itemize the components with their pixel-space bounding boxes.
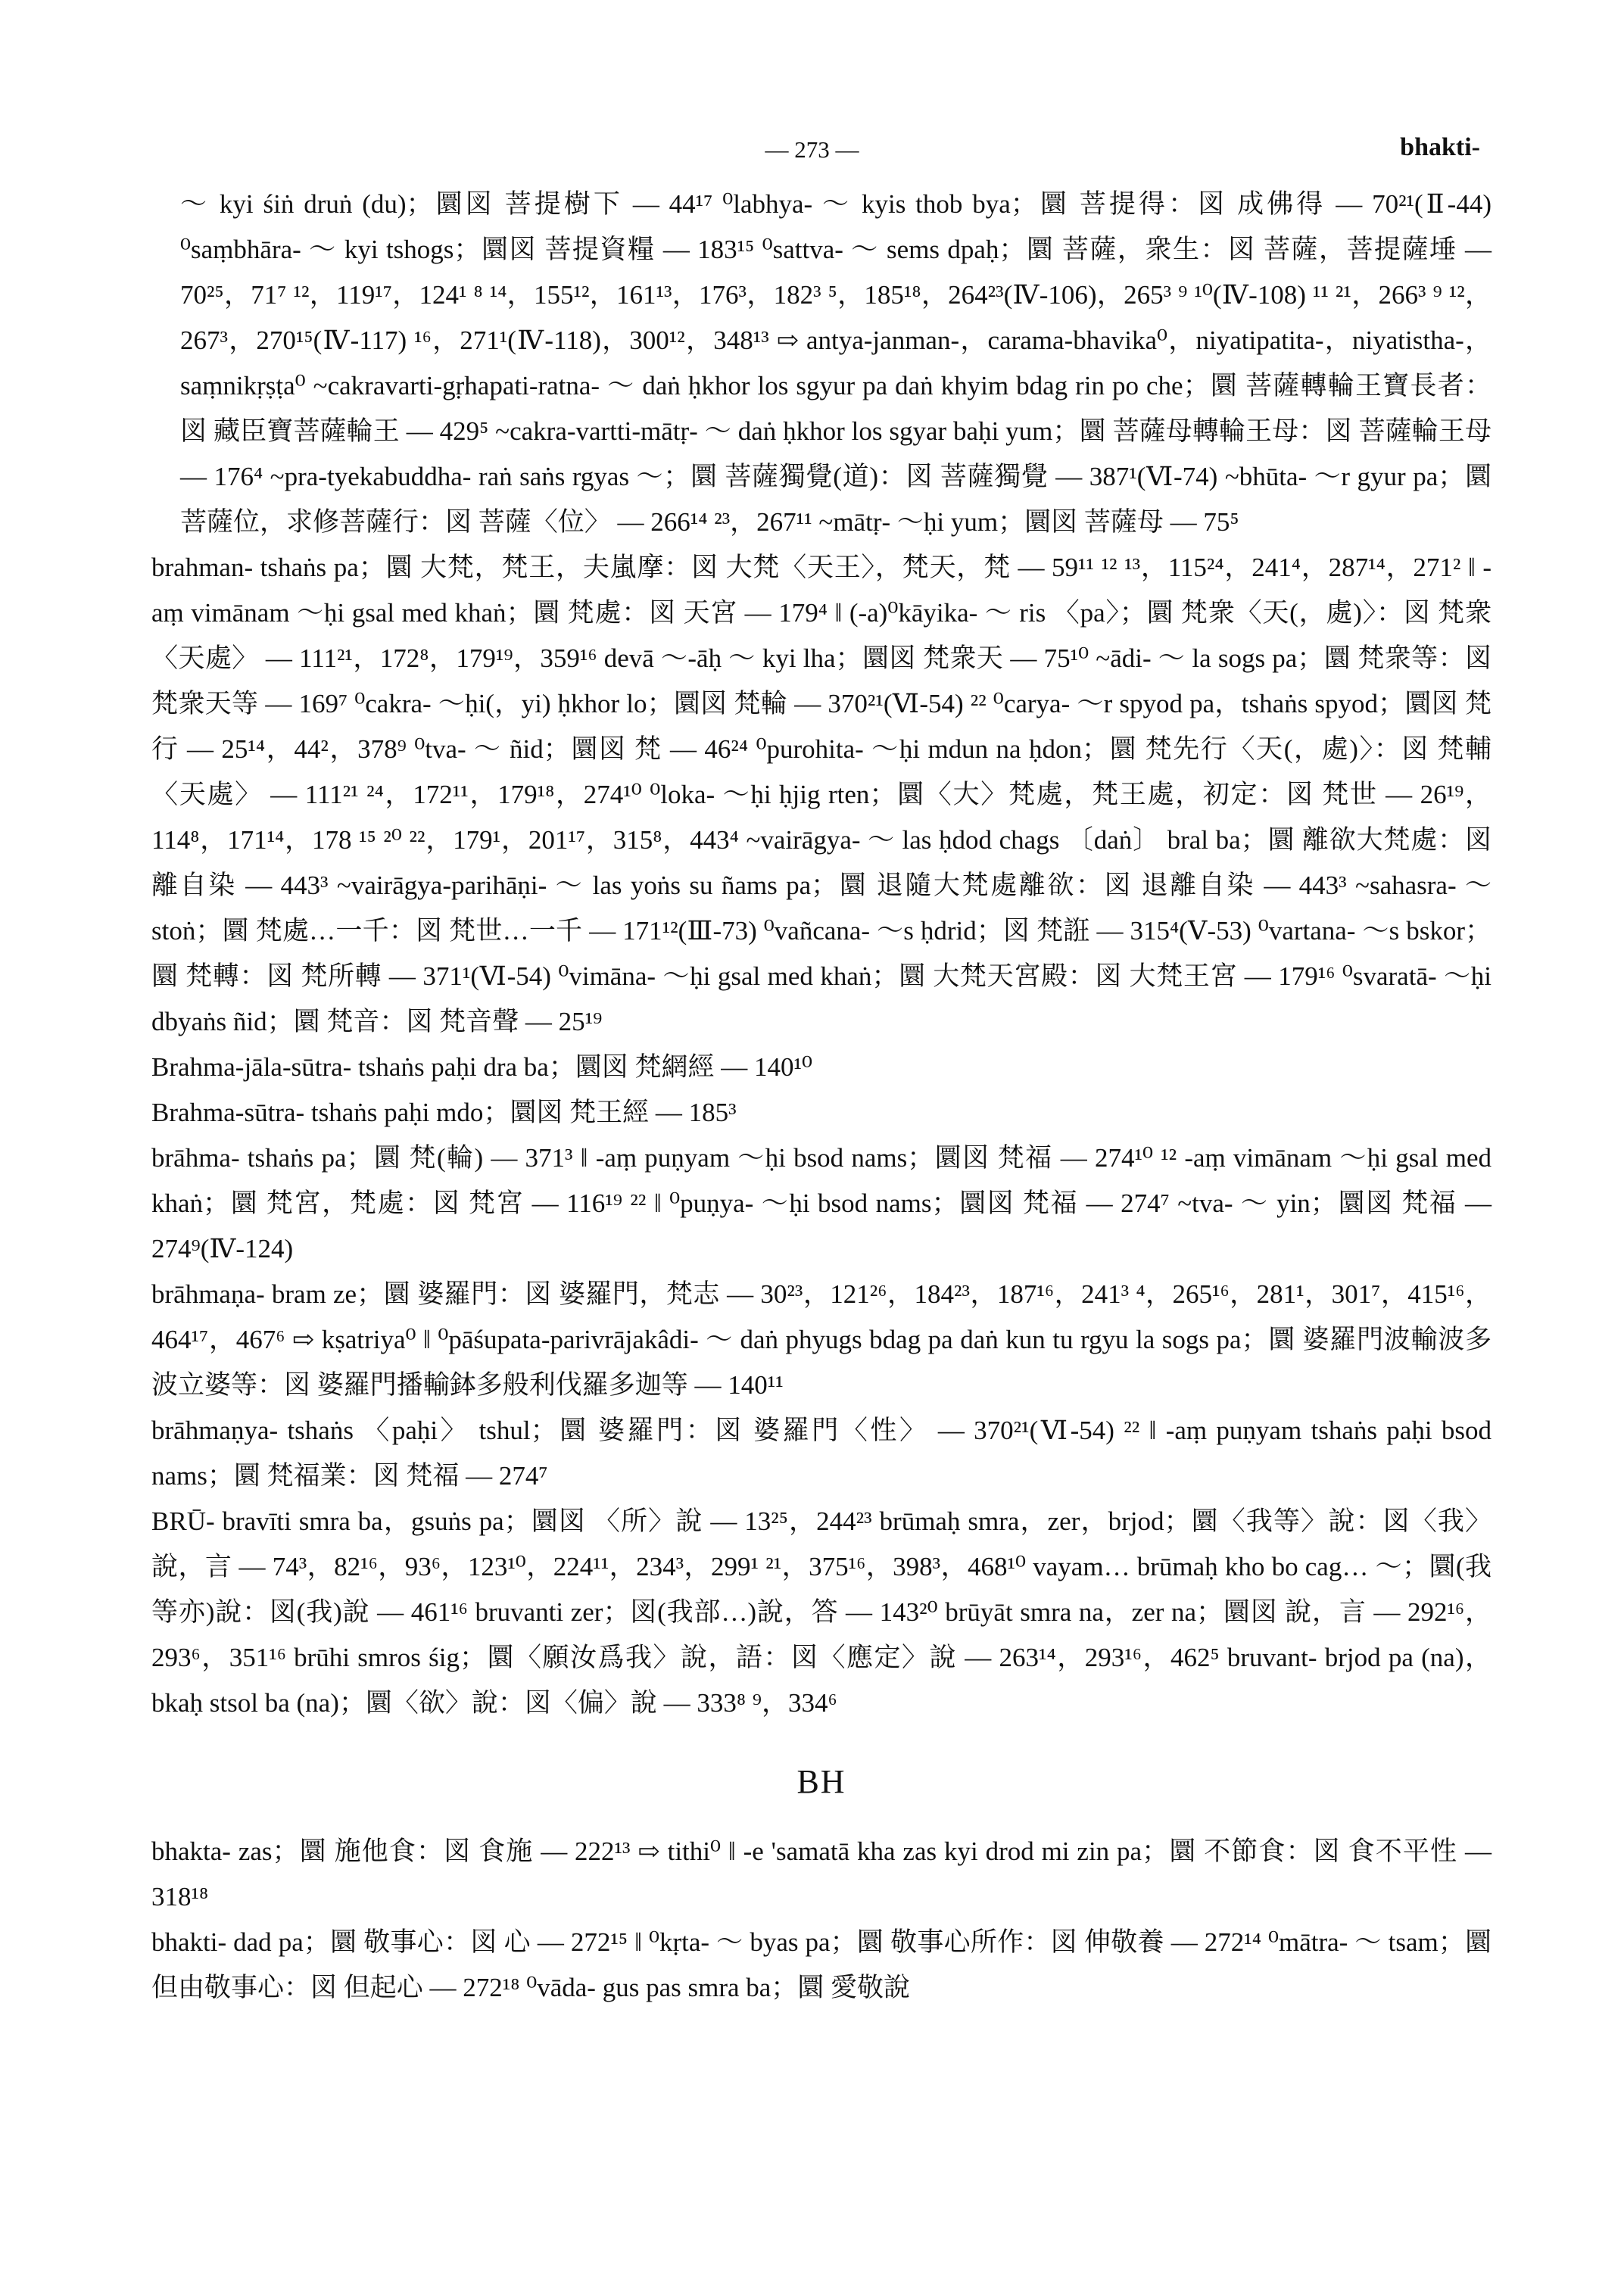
entry-brahma-sutra: Brahma-sūtra- tshaṅs paḥi mdo；圜図 梵王經 — 185³	[151, 1098, 737, 1127]
running-head: bhakti-	[1400, 133, 1480, 161]
entry-brahman: brahman- tshaṅs pa；圜 大梵，梵王，夫嵐摩：図 大梵〈天王〉，梵天，梵 — 59¹¹ ¹² ¹³，115²⁴，241⁴，287¹⁴，271² ‖ -aṃ vimānam ～ḥi gsal med khaṅ；圜 梵處：図 天宮 — 179⁴ ‖ (-a)⁰kāyika- ～ ris 〈pa〉；圜 梵衆〈天(，處)〉：図 梵衆〈天處〉 — 111²¹，172⁸，179¹⁹，359¹⁶ devā ～-āḥ ～ kyi lha；圜図 梵衆天 — 75¹⁰ ~ādi- ～ la sogs pa；圜 梵衆等：図 梵衆天等 — 169⁷ ⁰cakra- ～ḥi(，yi) ḥkhor lo；圜図 梵輪 — 370²¹(Ⅵ-54) ²² ⁰carya- ～r spyod pa，tshaṅs spyod；圜図 梵行 — 25¹⁴，44²，378⁹ ⁰tva- ～ ñid；圜図 梵 — 46²⁴ ⁰purohita- ～ḥi mdun na ḥdon；圜 梵先行〈天(，處)〉：図 梵輔〈天處〉 — 111²¹ ²⁴，172¹¹，179¹⁸，274¹⁰ ⁰loka- ～ḥi ḥjig rten；圜〈大〉梵處，梵王處，初定：図 梵世 — 26¹⁹，114⁸，171¹⁴，178 ¹⁵ ²⁰ ²²，179¹，201¹⁷，315⁸，443⁴ ~vairāgya- ～ las ḥdod chags 〔daṅ〕 bral ba；圜 離欲大梵處：図 離自染 — 443³ ~vairāgya-parihāṇi- ～ las yoṅs su ñams pa；圜 退隨大梵處離欲：図 退離自染 — 443³ ~sahasra- ～ stoṅ；圜 梵處…一千：図 梵世…一千 — 171¹²(Ⅲ-73) ⁰vañcana- ～s ḥdrid；図 梵誑 — 315⁴(Ⅴ-53) ⁰vartana- ～s bskor；圜 梵轉：図 梵所轉 — 371¹(Ⅵ-54) ⁰vimāna- ～ḥi gsal med khaṅ；圜 大梵天宮殿：図 大梵王宮 — 179¹⁶ ⁰svaratā- ～ḥi dbyaṅs ñid；圜 梵音：図 梵音聲 — 25¹⁹	[151, 553, 1492, 1036]
page-number: — 273 —	[765, 136, 859, 163]
entry-brahma: brāhma- tshaṅs pa；圜 梵(輪) — 371³ ‖ -aṃ puṇyam ～ḥi bsod nams；圜図 梵福 — 274¹⁰ ¹² -aṃ vimānam ～ḥi gsal med khaṅ；圜 梵宮，梵處：図 梵宮 — 116¹⁹ ²² ‖ ⁰puṇya- ～ḥi bsod nams；圜図 梵福 — 274⁷ ~tva- ～ yin；圜図 梵福 — 274⁹(Ⅳ-124)	[151, 1143, 1492, 1263]
entry-bhakti: bhakti- dad pa；圜 敬事心：図 心 — 272¹⁵ ‖ ⁰kṛta- ～ byas pa；圜 敬事心所作：図 伸敬養 — 272¹⁴ ⁰mātra- ～ tsam；圜 但由敬事心：図 但起心 — 272¹⁸ ⁰vāda- gus pas smra ba；圜 愛敬說	[151, 1927, 1492, 2002]
entry-bru: BRŪ- bravīti smra ba，gsuṅs pa；圜図 〈所〉說 — 13²⁵，244²³ brūmaḥ smra，zer，brjod；圜〈我等〉說：図〈我〉說，言 — 74³，82¹⁶，93⁶，123¹⁰，224¹¹，234³，299¹ ²¹，375¹⁶，398³，468¹⁰ vayam… brūmaḥ kho bo cag… ～；圜(我等亦)說：図(我)說 — 461¹⁶ bruvanti zer；図(我部…)說，答 — 143²⁰ brūyāt smra na，zer na；圜図 說，言 — 292¹⁶，293⁶，351¹⁶ brūhi smros śig；圜〈願汝爲我〉說，語：図〈應定〉說 — 263¹⁴，293¹⁶，462⁵ bruvant- brjod pa (na)，bkaḥ stsol ba (na)；圜〈欲〉說：図〈偏〉說 — 333⁸ ⁹，334⁶	[151, 1506, 1492, 1718]
entry-brahmanya: brāhmaṇya- tshaṅs 〈paḥi〉 tshul；圜 婆羅門：図 婆羅門〈性〉 — 370²¹(Ⅵ-54) ²² ‖ -aṃ puṇyam tshaṅs paḥi bsod nams；圜 梵福業：図 梵福 — 274⁷	[151, 1416, 1492, 1491]
entry-bhakta: bhakta- zas；圜 施他食：図 食施 — 222¹³ ⇨ tithi⁰ ‖ -e 'samatā kha zas kyi drod mi zin pa；圜 不節食：図 食不平性 — 318¹⁸	[151, 1837, 1492, 1911]
section-heading-bh: BH	[796, 1763, 846, 1800]
entry-brahma-jala-sutra: Brahma-jāla-sūtra- tshaṅs paḥi dra ba；圜図 梵網經 — 140¹⁰	[151, 1052, 813, 1082]
entry-bodhi-continuation: ～ kyi śiṅ druṅ (du)；圜図 菩提樹下 — 44¹⁷ ⁰labhya- ～ kyis thob bya；圜 菩提得：図 成佛得 — 70²¹(Ⅱ-44) ⁰saṃbhāra- ～ kyi tshogs；圜図 菩提資糧 — 183¹⁵ ⁰sattva- ～ sems dpaḥ；圜 菩薩，衆生：図 菩薩，菩提薩埵 — 70²⁵，71⁷ ¹²，119¹⁷，124¹ ⁸ ¹⁴，155¹²，161¹³，176³，182³ ⁵，185¹⁸，264²³(Ⅳ-106)，265³ ⁹ ¹⁰(Ⅳ-108) ¹¹ ²¹，266³ ⁹ ¹²，267³，270¹⁵(Ⅳ-117) ¹⁶，271¹(Ⅳ-118)，300¹²，348¹³ ⇨ antya-janman-，carama-bhavika⁰，niyatipatita-，niyatistha-，saṃnikṛṣṭa⁰ ~cakravarti-gṛhapati-ratna- ～ daṅ ḥkhor los sgyur pa daṅ khyim bdag rin po che；圜 菩薩轉輪王寶長者：図 藏臣寶菩薩輪王 — 429⁵ ~cakra-vartti-mātṛ- ～ daṅ ḥkhor los sgyar baḥi yum；圜 菩薩母轉輪王母：図 菩薩輪王母 — 176⁴ ~pra-tyekabuddha- raṅ saṅs rgyas ～；圜 菩薩獨覺(道)：図 菩薩獨覺 — 387¹(Ⅵ-74) ~bhūta- ～r gyur pa；圜 菩薩位，求修菩薩行：図 菩薩〈位〉 — 266¹⁴ ²³，267¹¹ ~mātṛ- ～ḥi yum；圜図 菩薩母 — 75⁵	[180, 189, 1492, 537]
dictionary-body	[151, 182, 1492, 2011]
page-header	[0, 130, 1624, 168]
entry-brahmana: brāhmaṇa- bram ze；圜 婆羅門：図 婆羅門，梵志 — 30²³，121²⁶，184²³，187¹⁶，241³ ⁴，265¹⁶，281¹，301⁷，415¹⁶，464¹⁷，467⁶ ⇨ kṣatriya⁰ ‖ ⁰pāśupata-parivrājakâdi- ～ daṅ phyugs bdag pa daṅ kun tu rgyu la sogs pa；圜 婆羅門波輸波多波立婆等：図 婆羅門播輸鉢多般利伐羅多迦等 — 140¹¹	[151, 1279, 1492, 1400]
